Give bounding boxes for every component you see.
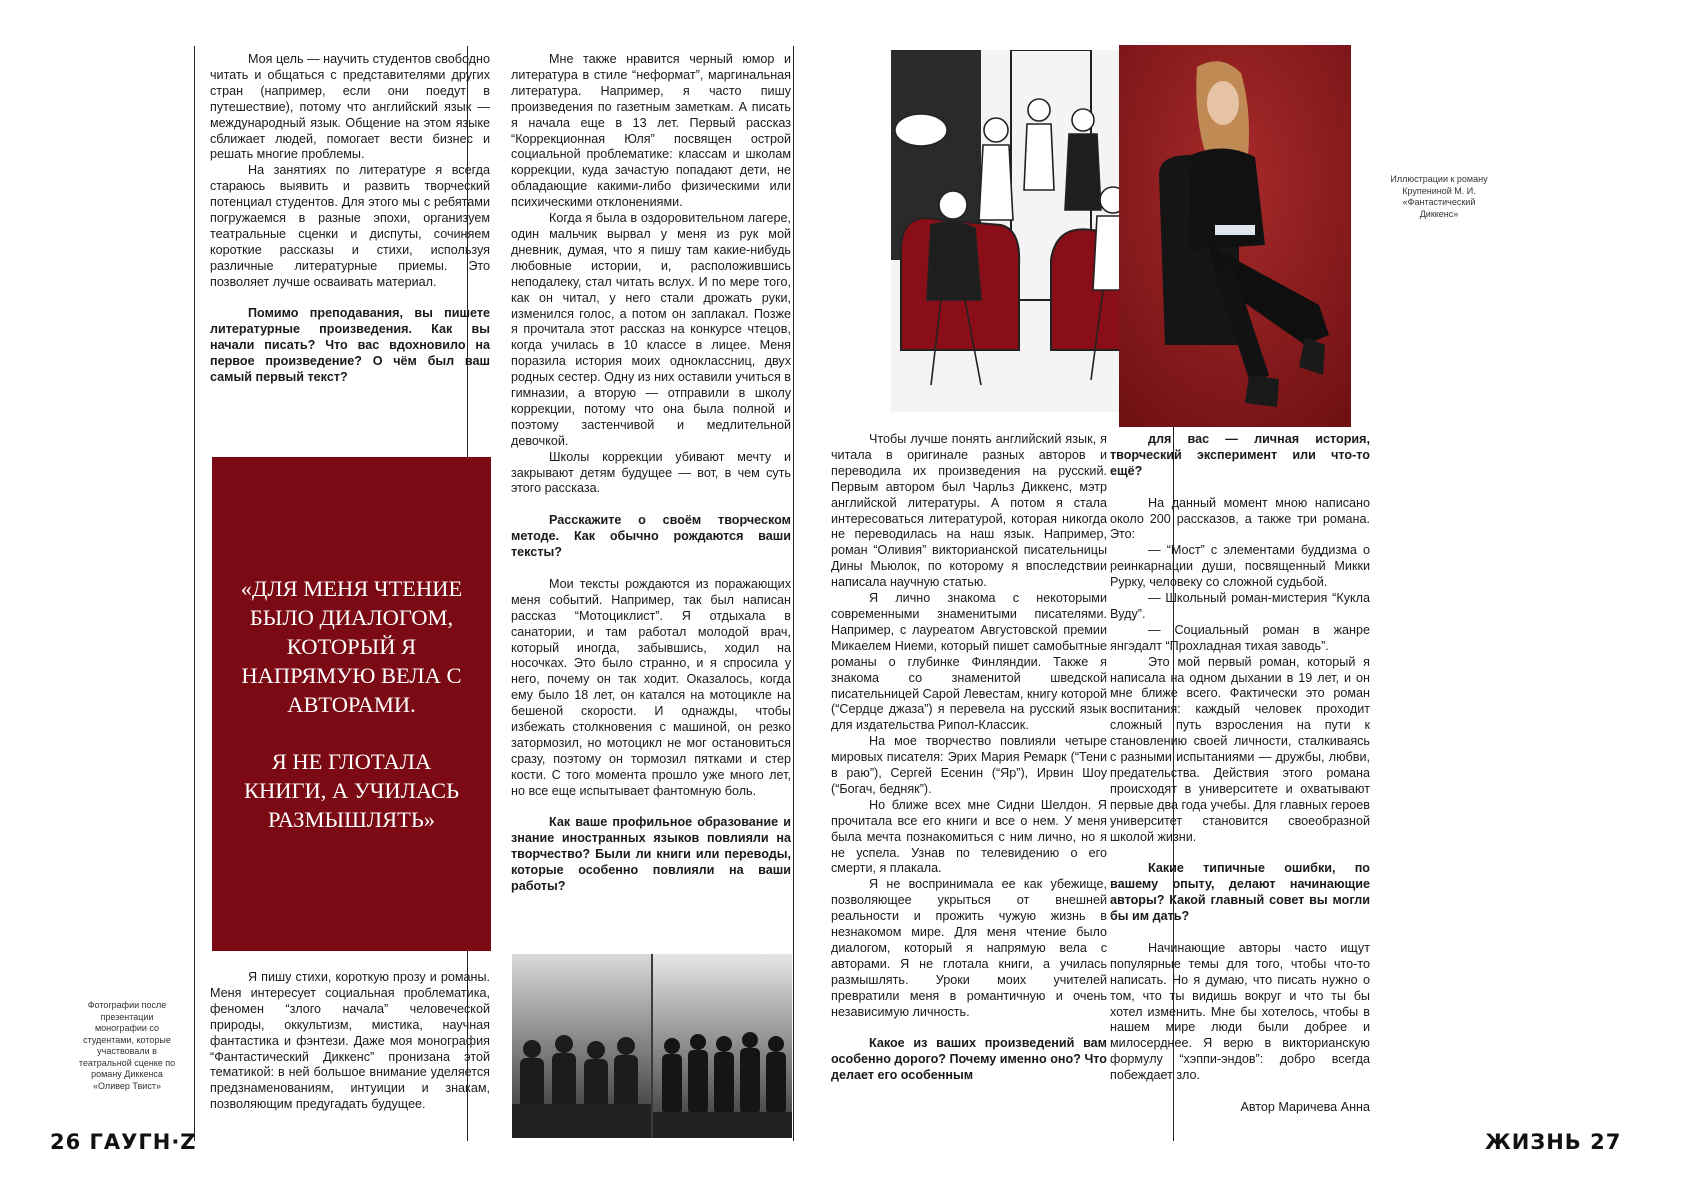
article-column-left-top [210, 52, 490, 386]
body-paragraph: Чтобы лучше понять английский язык, я читала в оригинале разных авторов и переводила их произведения на русский. Первым автором был Чарльз Диккенс, мэтр английской литературы. А потом я стала интересоваться литературой, которая никогда не переводилась на наш язык. Например, роман “Оливия” викторианской писательницы Дины Мьюлок, по которому я впоследствии написала научную статью. [831, 432, 1107, 590]
spacer [1110, 480, 1370, 496]
student-photos-graphic [512, 954, 792, 1138]
body-paragraph: Школы коррекции убивают мечту и закрывают детям будущее — вот, в чем суть этого рассказа. [511, 449, 791, 496]
body-paragraph: Но ближе всех мне Сидни Шелдон. Я прочитала все его книги и все о нем. У меня была мечта познакомиться с ним лично, но я не успела. Узнав по телевидению о его смерти, я плакала. [831, 797, 1107, 876]
author-portrait [1119, 45, 1351, 427]
spacer [511, 561, 791, 577]
author-signature: Автор Маричева Анна [1240, 1100, 1370, 1115]
body-paragraph: На данный момент мною написано около 200 рассказов, а также три романа. Это: [1110, 495, 1370, 542]
page-footer-left: 26 ГАУГН·Z [50, 1130, 197, 1154]
body-paragraph: — Школьный роман-мистерия “Кукла Вуду”. [1110, 591, 1370, 621]
column-rule [793, 46, 794, 1141]
photo-caption: Фотографии после презентации монографии со студентами, которые участвовали в театральной сценке по роману Диккенса «Оливер Твист» [78, 1000, 176, 1091]
body-paragraph: — “Мост” с элементами буддизма о реинкарнации души, посвященный Микки Рурку, человеку со сложной судьбой. [1110, 543, 1370, 590]
body-paragraph: На мое творчество повлияли четыре мировых писателя: Эрих Мария Ремарк (“Тени в раю”), Сергей Есенин (“Яр”), Ирвин Шоу (“Богач, бедняк”). [831, 734, 1107, 796]
body-paragraph: Я пишу стихи, короткую прозу и романы. Меня интересует социальная проблематика, феномен “злого начала” человеческой природы, оккультизм, мистика, научная фантастика и фэнтези. Даже моя монография “Фантастический Диккенс” пронизана этой тематикой: в ней большое внимание уделяется предзнаменованиям, интуиции и знакам, позволяющим предугадать будущее. [210, 970, 490, 1112]
student-photos [512, 954, 792, 1138]
body-paragraph: Моя цель — научить студентов свободно читать и общаться с представителями других стран (например, если они поедут в путешествие), потому что английский язык — международный язык. Общение на этом языке сближает людей, помогает вести бизнес и решать многие проблемы. [210, 52, 490, 162]
body-paragraph: Я не воспринимала ее как убежище, позволяющее укрыться от внешней реальности и прожить чужую жизнь в незнакомом мире. Для меня чтение было диалогом, который я напрямую вела с авторами. Я не глотала книги, а училась размышлять. Уроки моих учителей превратили меня в романтичную и очень независимую личность. [831, 877, 1107, 1019]
interview-question: Расскажите о своём творческом методе. Как обычно рождаются ваши тексты? [511, 513, 791, 560]
body-paragraph: Когда я была в оздоровительном лагере, один мальчик вырвал у меня из рук мой дневник, думая, что я пишу там какие-нибудь любовные истории, и, расположившись неподалеку, стал читать вслух. И по мере того, как он читал, у него стали дрожать руки, изменился голос, а потом он заплакал. Позже я прочитала этот рассказ на конкурсе чтецов, когда училась в 10 классе в лицее. Меня поразила история моих одноклассниц, двух родных сестер. Одну из них оставили учиться в гимназии, а вторую — отправили в школу коррекции, потому что она была полной и поэтому застенчивой и медлительной девочкой. [511, 211, 791, 448]
pull-quote [212, 457, 491, 951]
body-paragraph: На занятиях по литературе я всегда стараюсь выявить и развить творческий потенциал студентов. Для этого мы с ребятами погружаемся в разные эпохи, организуем театральные сценки и диспуты, сочиняем короткие рассказы и стихи, используя различные литературные приемы. Это позволяет лучше осваивать материал. [210, 163, 490, 289]
interview-question: Какие типичные ошибки, по вашему опыту, делают начинающие авторы? Какой главный совет вы могли бы им дать? [1110, 861, 1370, 924]
pull-quote-part1: «ДЛЯ МЕНЯ ЧТЕНИЕ БЫЛО ДИАЛОГОМ, КОТОРЫЙ Я НАПРЯМУЮ ВЕЛА С АВТОРАМИ. [240, 576, 463, 717]
spacer [511, 497, 791, 513]
body-paragraph: Мои тексты рождаются из поражающих меня событий. Например, так был написан рассказ “Мотоциклист”. Я отдыхала в санатории, и там работал молодой врач, который иногда, забывшись, ходил на носочках. Это было странно, и я спросила у него, почему он так ходит. Оказалось, когда ему было 18 лет, он катался на мотоцикле на бешеной скорости. И однажды, чтобы избежать столкновения с машиной, он резко затормозил, но мотоцикл не мог остановиться сразу, поэтому он тормозил пятками и стер кости. С того момента прошло уже много лет, но все еще испытывает фантомную боль. [511, 576, 791, 798]
illustration-caption: Иллюстрации к роману Крупениной М. И. «Фантастический Диккенс» [1390, 174, 1488, 219]
column-rule [194, 46, 195, 1141]
article-column-middle [511, 52, 791, 895]
spacer [1110, 846, 1370, 862]
interview-question: Какое из ваших произведений вам особенно дорого? Почему именно оно? Что делает его особенным [831, 1036, 1107, 1083]
page-footer-right: ЖИЗНЬ 27 [1485, 1130, 1622, 1154]
article-column-right-2 [1110, 432, 1370, 1116]
body-paragraph: Начинающие авторы часто ищут популярные темы для того, чтобы что-то написать. Но я думаю, что писать нужно о том, что ты видишь вокруг и что ты бы хотел изменить. Мне бы хотелось, чтобы в нашем мире люди были добрее и милосерднее. Я верю в викторианскую формулу “хэппи-эндов”: добро всегда побеждает зло. [1110, 940, 1370, 1083]
spacer [511, 800, 791, 816]
body-paragraph: Мне также нравится черный юмор и литература в стиле “неформат”, маргинальная литература. Например, я часто пишу произведения по газетным заметкам. А писать я начала еще в 13 лет. Первый рассказ “Коррекционная Юля” посвящен острой социальной проблематике: классам и школам коррекции, куда зачастую попадают дети, не обладающие какими-либо физическими или психическими отклонениями. [511, 52, 791, 210]
body-paragraph: Я лично знакома с некоторыми современными знаменитыми писателями. Например, с лауреатом Августовской премии Микаелем Ниеми, который пишет самобытные романы о глубинке Финляндии. Также я знакома со знаменитой шведской писательницей Сарой Левестам, книгу которой (“Сердце джаза”) я перевела на русский язык для издательства Рипол-Классик. [831, 591, 1107, 733]
interview-question: для вас — личная история, творческий эксперимент или что-то ещё? [1110, 432, 1370, 478]
spacer [831, 1021, 1107, 1037]
pull-quote-part2: Я НЕ ГЛОТАЛА КНИГИ, А УЧИЛАСЬ РАЗМЫШЛЯТЬ» [243, 749, 459, 832]
body-paragraph: — Социальный роман в жанре янгэдалт “Прохладная тихая заводь”. [1110, 622, 1370, 653]
author-portrait-graphic [1119, 45, 1351, 427]
body-paragraph: Это мой первый роман, который я написала на одном дыхании в 19 лет, и он мне ближе всего. Фактически это роман воспитания: каждый человек проходит сложный путь взросления на пути к становлению своей личности, сталкиваясь с разными испытаниями — дружбы, любви, предательства. Действия этого романа происходят в университете и охватывают первые два года учебы. Для главных героев университет становится своеобразной школой жизни. [1110, 654, 1370, 844]
photo-crowd-right [653, 1032, 792, 1138]
interview-question: Как ваше профильное образование и знание иностранных языков повлияли на творчество? Были ли книги или переводы, которые особенно повлияли на ваши работы? [511, 815, 791, 894]
article-column-left-bottom [210, 970, 490, 1113]
article-column-right-1 [831, 432, 1107, 1084]
right-page [831, 0, 1682, 1186]
spacer [1110, 925, 1370, 941]
spacer [210, 291, 490, 307]
interview-question: Помимо преподавания, вы пишете литературные произведения. Как вы начали писать? Что вас вдохновило на первое произведение? О чём был ваш самый первый текст? [210, 306, 490, 385]
